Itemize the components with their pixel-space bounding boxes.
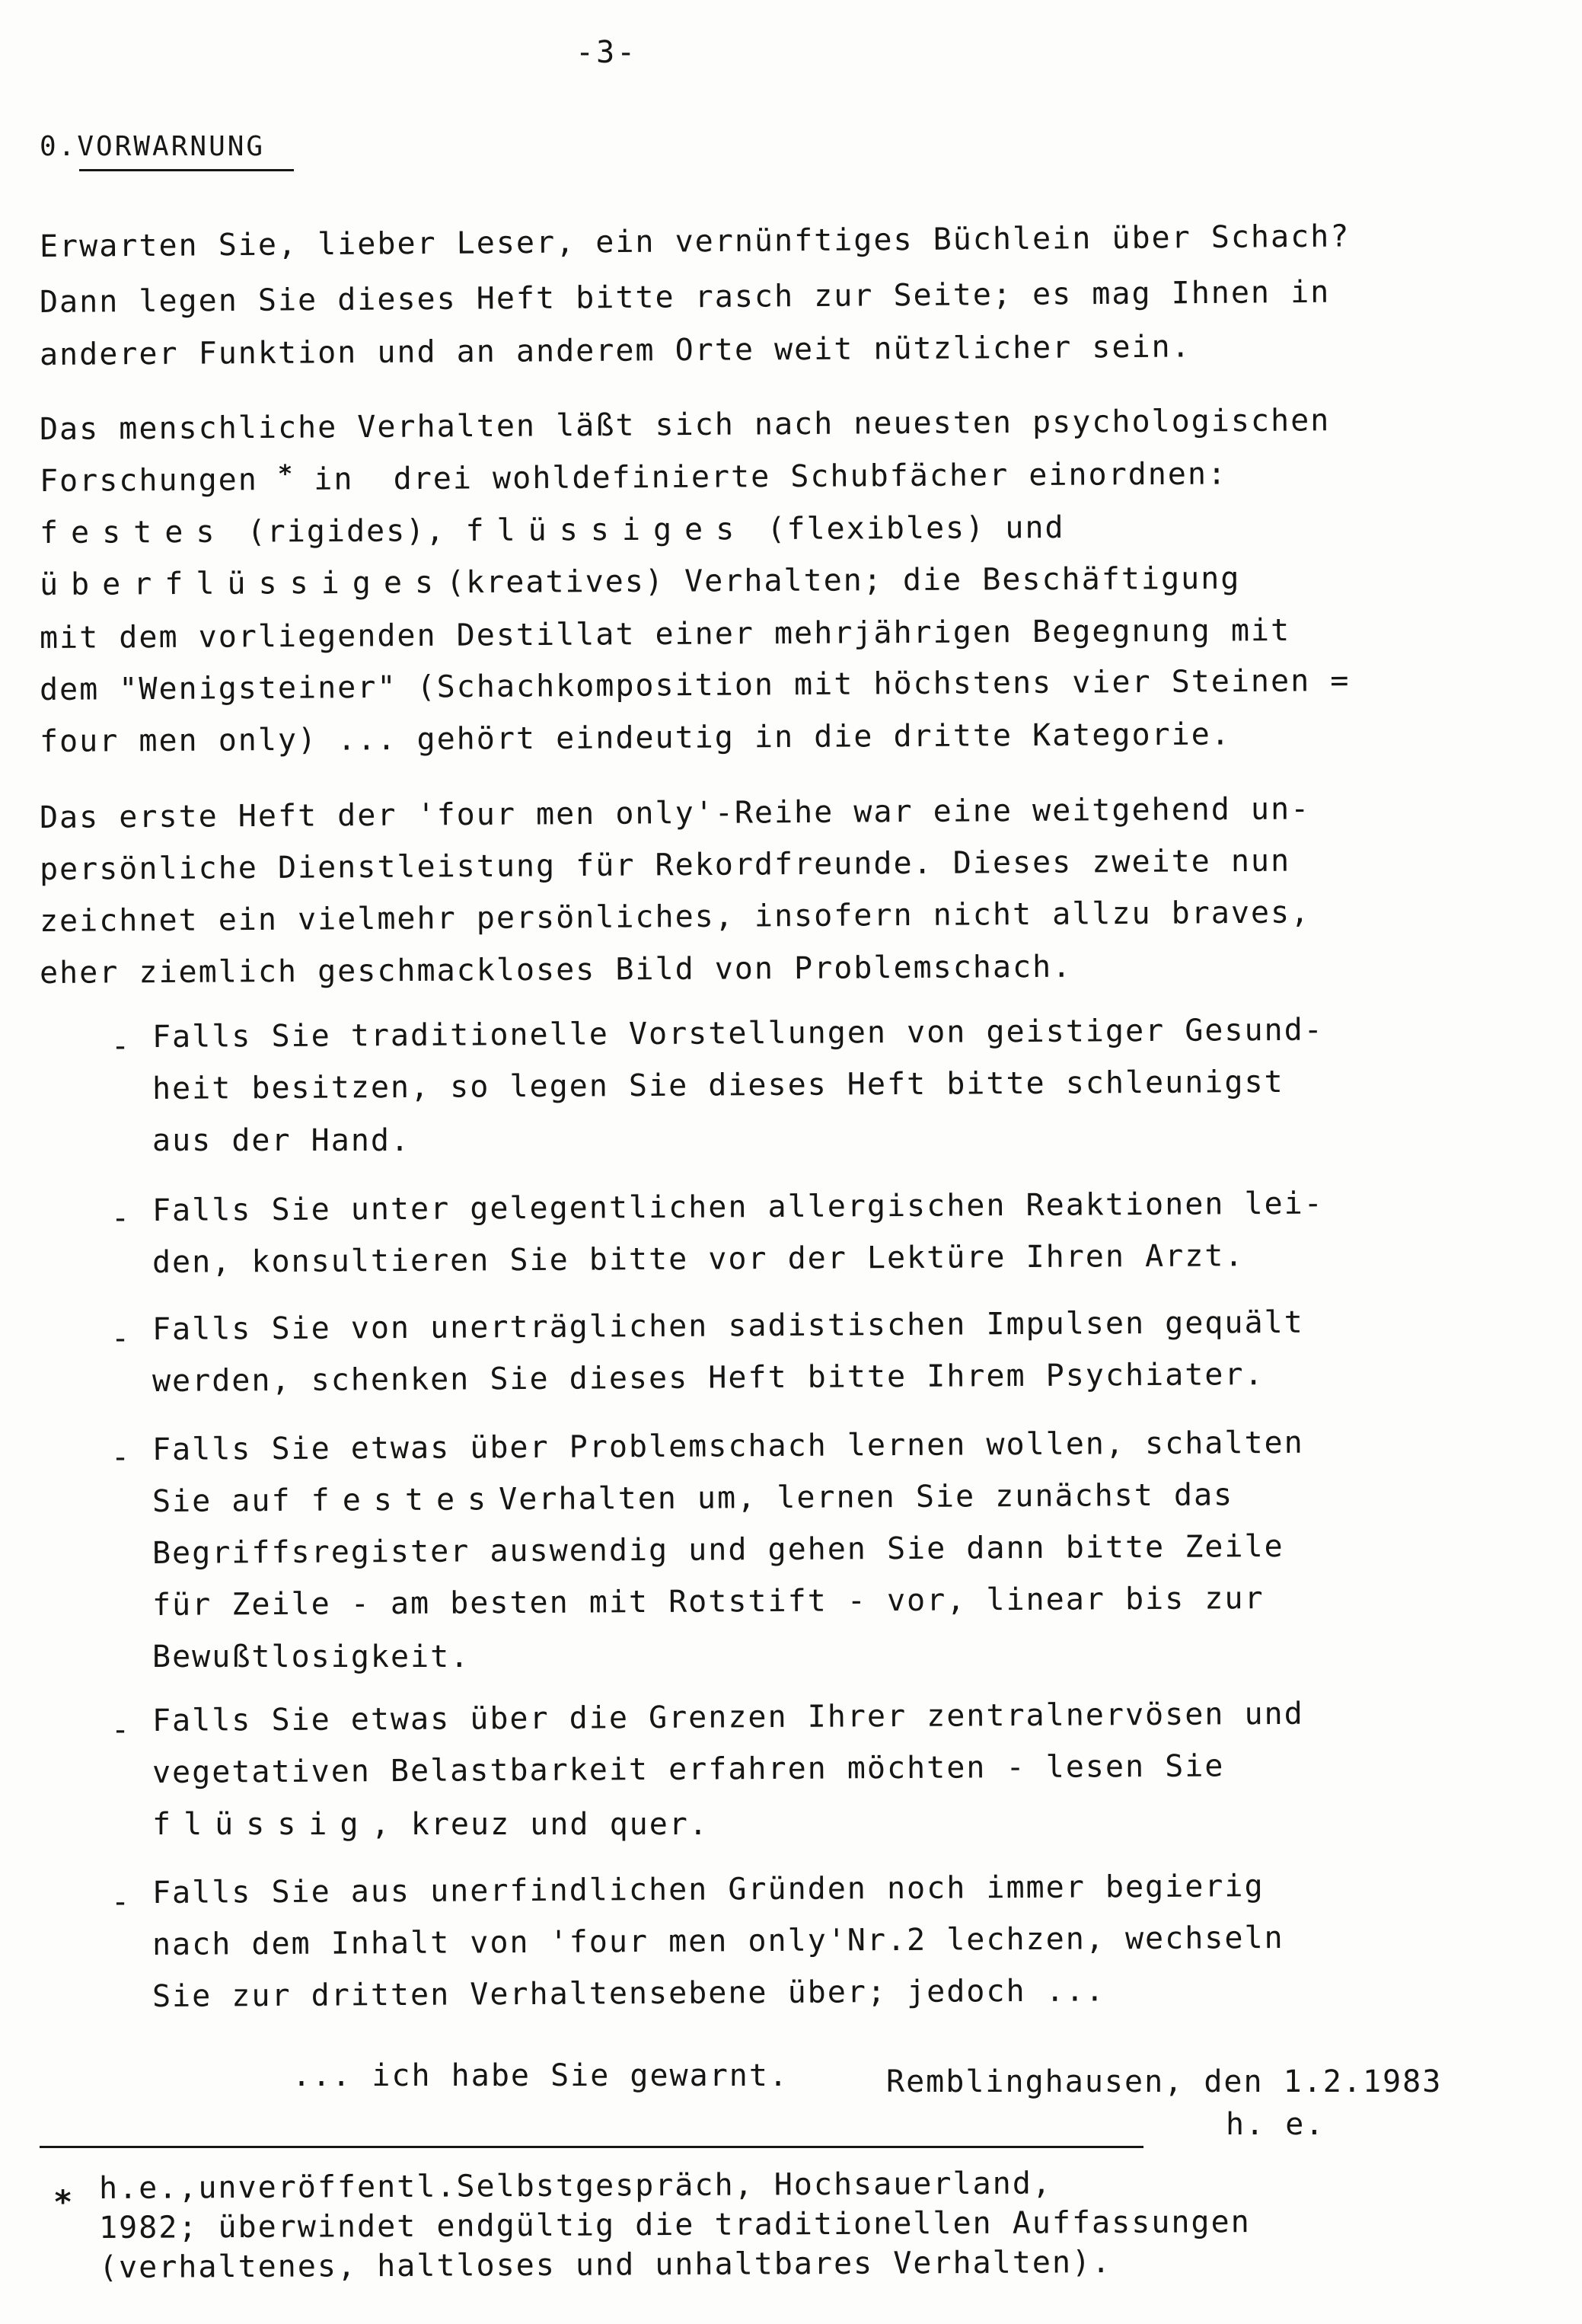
bullet-marker: - xyxy=(111,1713,130,1748)
para2-line-2-rest: in drei wohldefinierte Schubfächer einordnen: xyxy=(314,456,1228,497)
bullet-marker: - xyxy=(111,1201,130,1236)
intro-line-3: anderer Funktion und an anderem Orte weit nützlicher sein. xyxy=(39,329,1191,372)
spaced-word-fluessig: flüssig xyxy=(152,1807,372,1842)
bullet-2-line-2: den, konsultieren Sie bitte vor der Lektüre Ihren Arzt. xyxy=(152,1238,1245,1280)
intro-line-1: Erwarten Sie, lieber Leser, ein vernünftiges Büchlein über Schach? xyxy=(39,219,1351,264)
para3-line-4: eher ziemlich geschmackloses Bild von Problemschach. xyxy=(39,949,1073,991)
footnote-line-2: 1982; überwindet endgültig die traditionellen Auffassungen xyxy=(98,2204,1251,2246)
bullet-4-line-2 xyxy=(152,1476,1233,1520)
para3-line-1: Das erste Heft der 'four men only'-Reihe war eine weitgehend un- xyxy=(39,791,1311,835)
para2-line-7: four men only) ... gehört eindeutig in die dritte Kategorie. xyxy=(39,717,1232,759)
bullet-6-line-1: Falls Sie aus unerfindlichen Gründen noch immer begierig xyxy=(152,1869,1265,1911)
bullet-1-line-3: aus der Hand. xyxy=(152,1123,411,1158)
bullet-4-line-2-start: Sie auf xyxy=(152,1483,292,1519)
para2-line-2 xyxy=(40,455,1227,501)
bullet-4-line-2-rest: Verhalten um, lernen Sie zunächst das xyxy=(499,1477,1234,1518)
bullet-3-line-1: Falls Sie von unerträglichen sadistischen Impulsen gequält xyxy=(152,1304,1304,1347)
bullet-1-line-2: heit besitzen, so legen Sie dieses Heft bitte schleunigst xyxy=(152,1064,1284,1106)
bullet-marker: - xyxy=(111,1321,130,1356)
footnote-rule xyxy=(40,2146,1143,2148)
signature: h. e. xyxy=(1226,2107,1325,2142)
para2-line-4-rest: (kreatives) Verhalten; die Beschäftigung xyxy=(445,560,1241,601)
bullet-6-line-2: nach dem Inhalt von 'four men only'Nr.2 lechzen, wechseln xyxy=(152,1920,1284,1962)
para3-line-2: persönliche Dienstleistung für Rekordfreunde. Dieses zweite nun xyxy=(39,843,1291,887)
section-heading: 0.VORWARNUNG xyxy=(40,131,266,162)
intro-line-2: Dann legen Sie dieses Heft bitte rasch zur Seite; es mag Ihnen in xyxy=(39,274,1331,320)
para2-line-3-rigides: (rigides), xyxy=(247,513,446,550)
para2-line-3 xyxy=(40,509,1065,551)
bullet-3-line-2: werden, schenken Sie dieses Heft bitte Ihrem Psychiater. xyxy=(152,1357,1265,1399)
bullet-5-line-3-rest: , kreuz und quer. xyxy=(371,1807,709,1842)
para3-line-3: zeichnet ein vielmehr persönliches, insofern nicht allzu braves, xyxy=(39,895,1311,939)
para2-line-1: Das menschliche Verhalten läßt sich nach neuesten psychologischen xyxy=(39,403,1331,447)
bullet-marker: - xyxy=(111,1029,130,1064)
closing-line: ... ich habe Sie gewarnt. xyxy=(292,2058,789,2093)
para2-line-2-start: Forschungen xyxy=(39,462,259,499)
para2-line-5: mit dem vorliegenden Destillat einer mehrjährigen Begegnung mit xyxy=(39,612,1291,656)
spaced-word-festes: festes xyxy=(39,514,228,551)
footnote-mark: * xyxy=(53,2183,73,2220)
bullet-marker: - xyxy=(111,1885,130,1920)
spaced-word-festes-2: festes xyxy=(311,1482,499,1518)
bullet-4-line-1: Falls Sie etwas über Problemschach lernen wollen, schalten xyxy=(152,1425,1304,1467)
page-number: -3- xyxy=(576,35,638,70)
footnote-line-3: (verhaltenes, haltloses und unhaltbares Verhalten). xyxy=(98,2245,1112,2285)
spaced-word-ueberfluessiges: überflüssiges xyxy=(39,565,447,602)
spaced-word-fluessiges: flüssiges xyxy=(465,512,748,549)
bullet-marker: - xyxy=(111,1440,130,1475)
para2-line-4 xyxy=(40,560,1241,603)
para2-line-6: dem "Wenigsteiner" (Schachkomposition mit höchstens vier Steinen = xyxy=(39,662,1351,707)
bullet-6-line-3: Sie zur dritten Verhaltensebene über; jedoch ... xyxy=(152,1973,1106,2014)
footnote-reference-mark: * xyxy=(277,458,295,489)
bullet-4-line-3: Begriffsregister auswendig und gehen Sie dann bitte Zeile xyxy=(152,1528,1284,1571)
bullet-5-line-1: Falls Sie etwas über die Grenzen Ihrer zentralnervösen und xyxy=(152,1696,1304,1738)
bullet-4-line-4: für Zeile - am besten mit Rotstift - vor, linear bis zur xyxy=(152,1581,1265,1623)
para2-line-3-flexibles: (flexibles) und xyxy=(767,509,1065,547)
footnote-line-1: h.e.,unveröffentl.Selbstgespräch, Hochsauerland, xyxy=(98,2166,1053,2206)
bullet-2-line-1: Falls Sie unter gelegentlichen allergischen Reaktionen lei- xyxy=(152,1186,1324,1228)
bullet-5-line-3 xyxy=(152,1806,709,1843)
bullet-4-line-5: Bewußtlosigkeit. xyxy=(152,1639,470,1674)
bullet-1-line-1: Falls Sie traditionelle Vorstellungen von geistiger Gesund- xyxy=(152,1012,1324,1055)
place-and-date: Remblinghausen, den 1.2.1983 xyxy=(886,2064,1443,2099)
heading-underline xyxy=(79,169,294,171)
bullet-5-line-2: vegetativen Belastbarkeit erfahren möchten - lesen Sie xyxy=(152,1748,1225,1790)
